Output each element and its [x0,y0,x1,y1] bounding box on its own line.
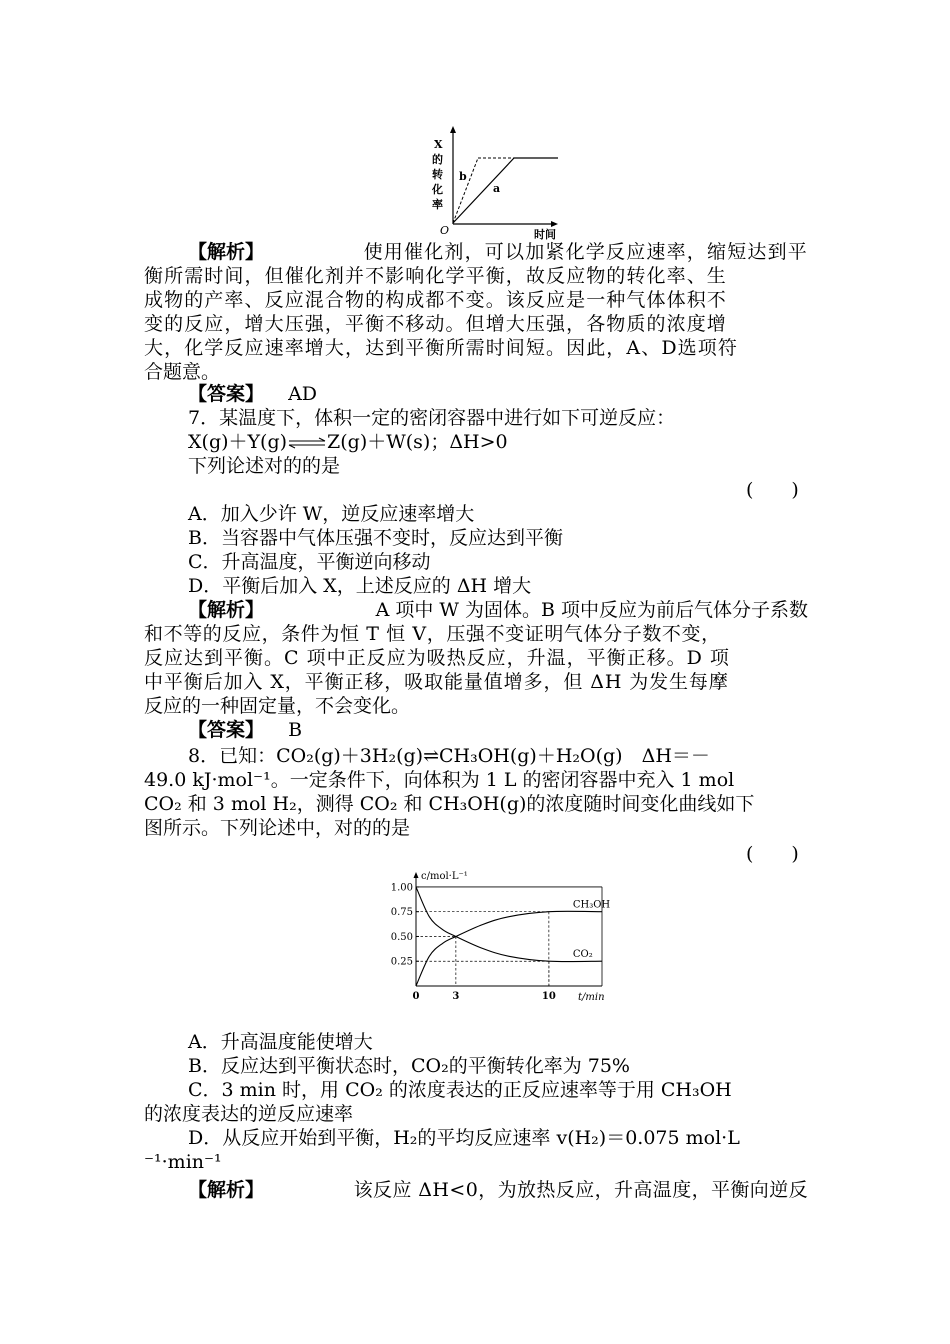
q7-option-b: B．当容器中气体压强不变时，反应达到平衡 [188,527,563,549]
fig1-ylabel-5: 率 [432,198,443,211]
q8-option-d-1: D．从反应开始到平衡，H₂的平均反应速率 v(H₂)＝0.075 mol·L [188,1127,740,1149]
q7-stem: 7．某温度下，体积一定的密闭容器中进行如下可逆反应： [188,407,676,429]
answer1 [144,382,808,406]
q8-paren: ( ) [746,843,799,865]
y-tick-label: 0.75 [390,907,413,919]
q8-option-c-2: 的浓度表达的逆反应速率 [144,1103,354,1125]
q8-line2: 49.0 kJ·mol⁻¹。一定条件下，向体积为 1 L 的密闭容器中充入 1 mol [144,769,735,791]
para1-line1 [144,240,808,264]
curve-a [453,158,514,223]
fig1-y-arrow [450,126,456,133]
q8-option-a: A．升高温度能使增大 [188,1031,373,1053]
answer1-tag: 【答案】 [188,383,265,405]
answer1-value: AD [288,383,318,405]
y-tick-label: 1.00 [390,882,413,894]
x-tick-label: 3 [452,991,460,1002]
fig1-ylabel-3: 转 [432,168,443,181]
curve-b [453,158,478,223]
q7-option-c: C．升高温度，平衡逆向移动 [188,551,431,573]
answer2 [144,718,808,742]
para2-tag: 【解析】 [188,599,265,621]
fig1-ylabel-1: X [434,138,443,151]
q8-line4: 图所示。下列论述中，对的的是 [144,817,411,839]
q7-line3: 下列论述对的的是 [188,455,341,477]
fig1-x-arrow [551,221,558,227]
q7-paren: ( ) [746,479,799,501]
conversion-figure [426,124,566,240]
q8-option-b: B．反应达到平衡状态时，CO₂的平衡转化率为 75% [188,1055,630,1077]
x-tick-label: 10 [541,991,556,1002]
chart-ylabel: c/mol·L⁻¹ [421,871,468,882]
para2-text-1: A 项中 W 为固体。B 项中反应为前后气体分子系数 [375,599,808,621]
q8-line1: 8．已知：CO₂(g)＋3H₂(g)⇌CH₃OH(g)＋H₂O(g) ΔH＝－ [188,745,710,767]
para1-line6: 合题意。 [144,361,221,383]
para3-text-1: 该反应 ΔH<0，为放热反应，升高温度，平衡向逆反 [353,1179,808,1201]
y-tick-label: 0.25 [390,956,413,968]
q7-eq-right: Z(g)＋W(s)；ΔH>0 [327,431,508,453]
q8-option-d-2: ⁻¹·min⁻¹ [144,1151,222,1173]
para3-line1 [144,1178,808,1202]
q8-line3: CO₂ 和 3 mol H₂，测得 CO₂ 和 CH₃OH(g)的浓度随时间变化曲线如下 [144,793,755,815]
fig1-xlabel: 时间 [534,228,556,240]
q8-option-c-1: C．3 min 时，用 CO₂ 的浓度表达的正反应速率等于用 CH₃OH [188,1079,732,1101]
answer2-value: B [288,719,303,741]
para3-tag: 【解析】 [188,1179,265,1201]
series-co2-label: CO₂ [572,949,593,961]
para1-tag: 【解析】 [188,241,265,263]
para1-line5: 大，化学反应速率增大，达到平衡所需时间短。因此，A、D选项符 [144,337,738,359]
chart-xlabel: t/min [578,992,605,1003]
para2-line4: 中平衡后加入 X，平衡正移，吸取能量值增多，但 ΔH 为发生每摩 [144,671,729,693]
para2-line1 [144,598,808,622]
equilibrium-arrow-icon [287,437,327,449]
chart-y-arrow [414,872,419,878]
fig1-ylabel-2: 的 [432,153,443,166]
y-tick-label: 0.50 [390,931,413,943]
series-ch3oh-label: CH₃OH [572,899,611,911]
q7-option-a: A．加入少许 W，逆反应速率增大 [188,503,475,525]
q7-equation [144,430,808,454]
fig1-origin: O [440,224,450,237]
para1-line2: 衡所需时间，但催化剂并不影响化学平衡，故反应物的转化率、生 [144,265,727,287]
fig1-label-b: b [459,170,467,183]
fig1-ylabel-4: 化 [432,183,443,196]
para1-line3: 成物的产率、反应混合物的构成都不变。该反应是一种气体体积不 [144,289,727,311]
para2-line3: 反应达到平衡。C 项中正反应为吸热反应，升温，平衡正移。D 项 [144,647,730,669]
q7-option-d: D．平衡后加入 X，上述反应的 ΔH 增大 [188,575,532,597]
x-tick-label: 0 [412,991,420,1002]
para1-text-1: 使用催化剂，可以加紧化学反应速率，缩短达到平 [363,241,808,263]
answer2-tag: 【答案】 [188,719,265,741]
para1-line4: 变的反应，增大压强，平衡不移动。但增大压强，各物质的浓度增 [144,313,727,335]
fig1-label-a: a [493,182,501,195]
q7-eq-left: X(g)＋Y(g) [188,431,288,453]
para2-line5: 反应的一种固定量，不会变化。 [144,695,411,717]
concentration-chart [380,870,620,1004]
para2-line2: 和不等的反应，条件为恒 T 恒 V，压强不变证明气体分子数不变， [144,623,721,645]
